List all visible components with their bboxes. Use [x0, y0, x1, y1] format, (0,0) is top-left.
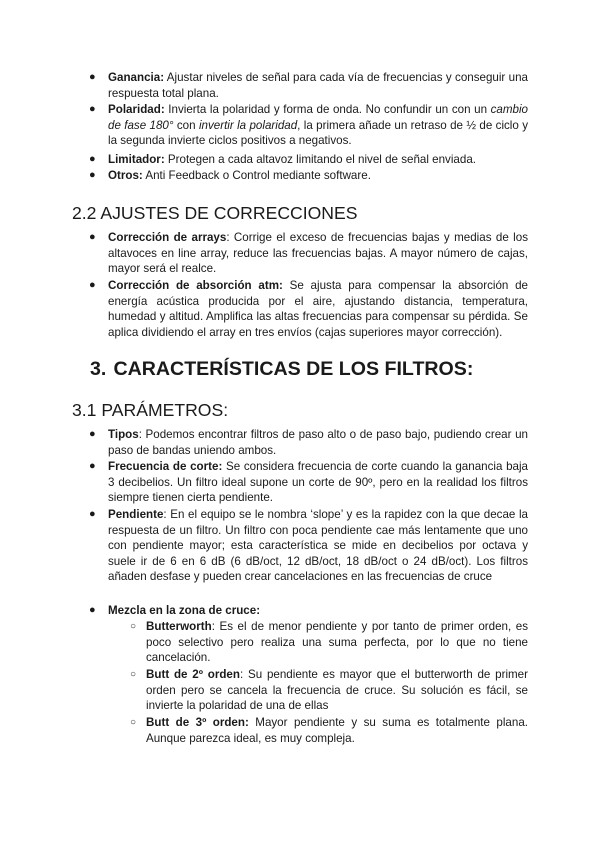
- list-item-frecuencia-corte: [89, 459, 528, 506]
- text-butterworth: : Es el de menor pendiente y por tanto de primer orden, es poco selectivo pero realiza una suma perfecta, por lo que no tiene cancelación.: [146, 620, 528, 665]
- term-polaridad: Polaridad:: [108, 103, 165, 116]
- text-polaridad-b: con: [173, 118, 199, 132]
- list-item-ganancia: [89, 70, 528, 101]
- text-frecuencia-corte: Se considera frecuencia de corte cuando la ganancia baja 3 decibelios. Un filtro ideal supone un corte de 90º, pero en la realidad los filtros siempre tienen cierta pendiente.: [108, 460, 528, 505]
- bullet-icon: ●: [89, 103, 96, 115]
- bullet-icon: ●: [89, 508, 96, 520]
- bullet-icon: ●: [89, 231, 96, 243]
- term-tipos: Tipos: [108, 428, 139, 441]
- sublist-item-butt-2: [130, 667, 528, 714]
- text-butt-3: Mayor pendiente y su suma es totalmente plana. Aunque parezca ideal, es muy compleja.: [146, 716, 528, 745]
- term-butterworth: Butterworth: [146, 620, 212, 633]
- list-item-polaridad: [89, 102, 528, 149]
- hollow-bullet-icon: ○: [130, 717, 137, 728]
- text-correccion-arrays: : Corrige el exceso de frecuencias bajas y medias de los altavoces en line array, reduce las frecuencias bajas. A mayor número de cajas, mayor será el realce.: [108, 231, 528, 276]
- list-item-otros: [89, 168, 528, 184]
- text-tipos: : Podemos encontrar filtros de paso alto o de paso bajo, pudiendo crear un paso de bandas uniendo ambos.: [108, 428, 528, 457]
- bullet-icon: ●: [89, 279, 96, 291]
- hollow-bullet-icon: ○: [130, 621, 137, 632]
- sublist-item-butt-3: [130, 715, 528, 746]
- text-polaridad-c: , la primera añade un retraso de ½ de ciclo y la segunda invierte ciclos positivos a negativos.: [108, 118, 528, 148]
- bullet-icon: ●: [89, 153, 96, 165]
- list-item-limitador: [89, 152, 528, 168]
- text-limitador: Protegen a cada altavoz limitando el nivel de señal enviada.: [164, 153, 476, 166]
- italic-cambio-fase: cambio de fase 180°: [108, 103, 528, 132]
- term-pendiente: Pendiente: [108, 508, 164, 521]
- list-item-correccion-absorcion: [89, 278, 528, 340]
- term-mezcla-cruce: Mezcla en la zona de cruce:: [108, 604, 261, 617]
- heading-3-title: CARACTERÍSTICAS DE LOS FILTROS:: [113, 358, 474, 380]
- bullet-icon: ●: [89, 428, 96, 440]
- list-item-correccion-arrays: [89, 230, 528, 277]
- term-limitador: Limitador:: [108, 153, 165, 166]
- bullet-icon: ●: [89, 460, 96, 472]
- term-correccion-arrays: Corrección de arrays: [108, 231, 227, 244]
- bullet-icon: ●: [89, 71, 96, 83]
- heading-2-2: 2.2 AJUSTES DE CORRECCIONES: [72, 203, 358, 223]
- sublist-item-butterworth: [130, 619, 528, 666]
- bullet-icon: ●: [89, 169, 96, 181]
- text-pendiente: : En el equipo se le nombra ‘slope’ y es la rapidez con la que decae la respuesta de un filtro. Un filtro con poca pendiente cae más lentamente que uno con pendiente mayor; esta característica se mide en decibelios por octava y suele ir de 6 en 6 dB (6 dB/oct, 12 dB/oct, 18 dB/oct o 24 dB/oct). Los filtros añaden desfase y pueden crear cancelaciones en las frecuencias de cruce: [108, 508, 528, 584]
- list-item-tipos: [89, 427, 528, 458]
- term-butt-2: Butt de 2º orden: [146, 668, 240, 681]
- heading-3: [90, 357, 473, 381]
- term-correccion-absorcion: Corrección de absorción atm:: [108, 279, 283, 292]
- bullet-icon: ●: [89, 604, 96, 616]
- heading-3-number: 3.: [90, 358, 107, 380]
- list-item-mezcla-cruce: [89, 603, 528, 619]
- term-butt-3: Butt de 3º orden:: [146, 716, 249, 729]
- italic-invertir: invertir la polaridad: [198, 118, 298, 132]
- text-polaridad-a: Invierta la polaridad y forma de onda. No confundir un con un: [164, 103, 491, 116]
- text-otros: Anti Feedback o Control mediante software.: [142, 169, 371, 182]
- text-correccion-absorcion: Se ajusta para compensar la absorción de energía acústica producida por el aire, ajustando distancia, temperatura, humedad y altitud. Amplifica las altas frecuencias para compensar su pérdida. Se aplica dividiendo el array en tres envíos (cajas superiores mayor corrección).: [108, 279, 528, 339]
- heading-3-1: 3.1 PARÁMETROS:: [72, 400, 229, 420]
- term-frecuencia-corte: Frecuencia de corte:: [108, 460, 223, 473]
- text-ganancia: Ajustar niveles de señal para cada vía de frecuencias y conseguir una respuesta total plana.: [108, 71, 528, 100]
- text-butt-2: : Su pendiente es mayor que el butterworth de primer orden pero se cancela la frecuencia de cruce. Su solución es fácil, se invierte la polaridad de una de ellas: [146, 668, 528, 713]
- list-item-pendiente: [89, 507, 528, 585]
- term-ganancia: Ganancia:: [108, 71, 165, 84]
- hollow-bullet-icon: ○: [130, 669, 137, 680]
- term-otros: Otros:: [108, 169, 143, 182]
